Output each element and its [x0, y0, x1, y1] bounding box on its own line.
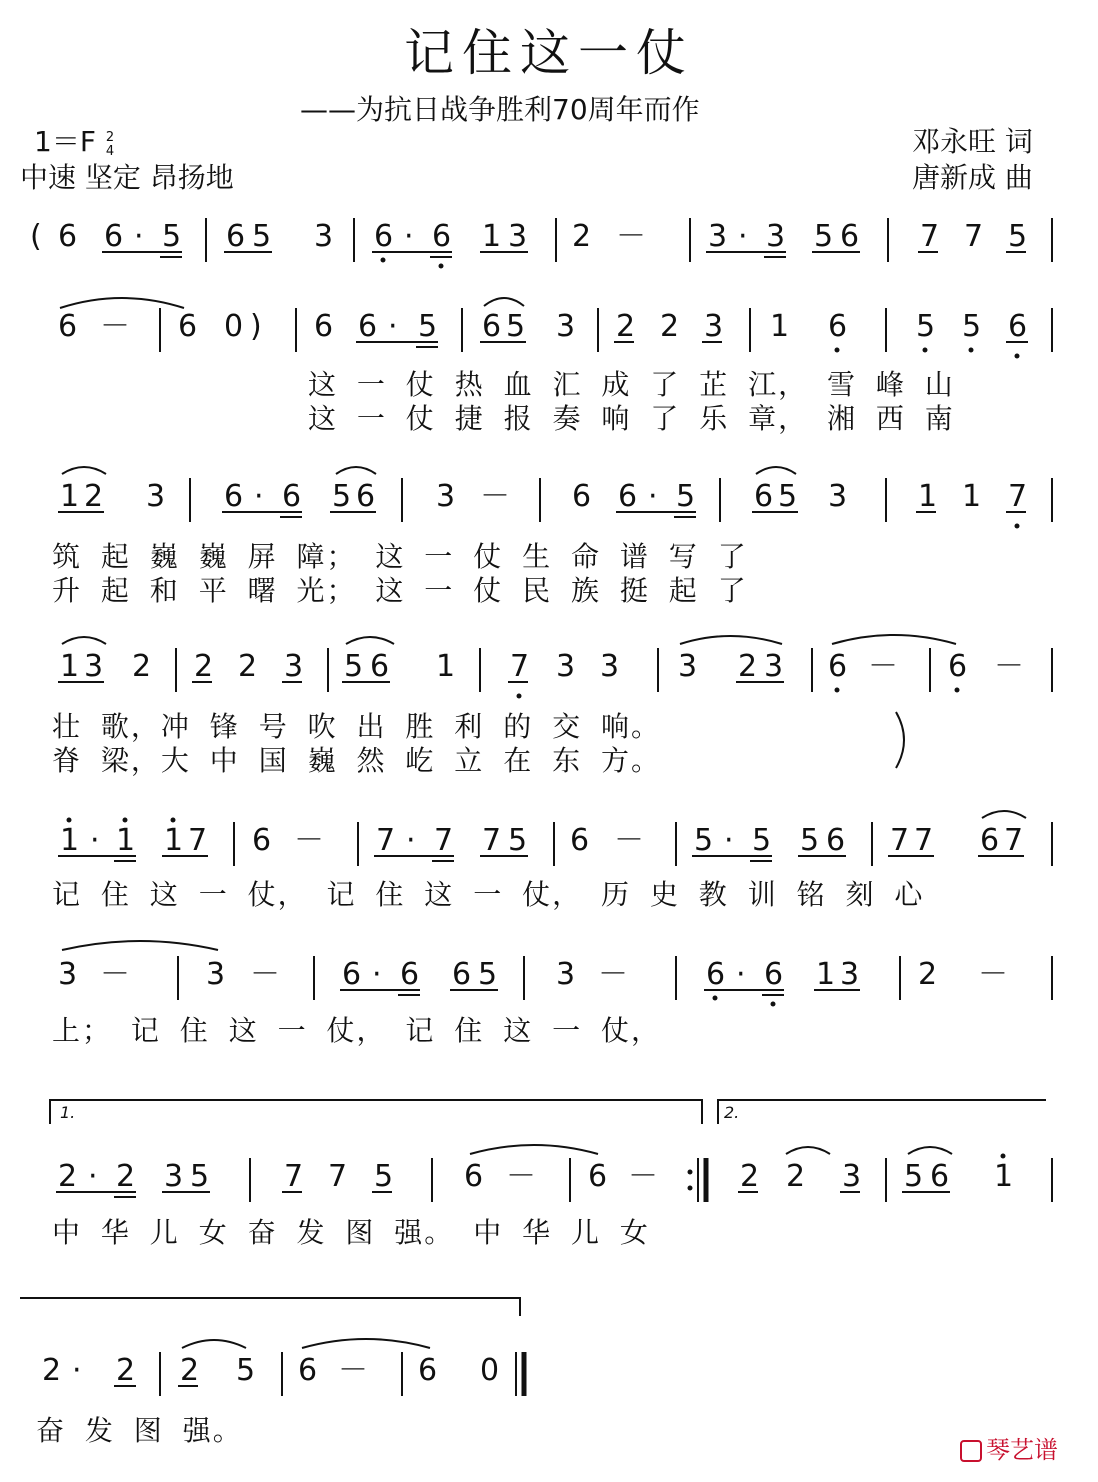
note: 6: [370, 649, 390, 684]
verse-brace: [896, 712, 904, 768]
dash: －: [868, 649, 898, 684]
lyric-line-1: 壮 歌，冲 锋 号 吹 出 胜 利 的 交 响。: [52, 710, 662, 743]
dash: －: [506, 1159, 536, 1194]
note: 6: [828, 649, 848, 684]
note: 2: [660, 309, 680, 344]
note: 5: [506, 309, 526, 344]
note: 6: [452, 957, 472, 992]
volta-brackets: [20, 1100, 1046, 1316]
note: 5: [752, 823, 772, 858]
score-row-3: [58, 467, 1052, 529]
note: 6: [252, 823, 272, 858]
dash: －: [616, 219, 646, 254]
note: 5: [332, 479, 352, 514]
note: 6: [570, 823, 590, 858]
note: 3: [206, 957, 226, 992]
note: 6: [58, 219, 78, 254]
dot: ·: [90, 823, 100, 858]
note: 7: [1008, 479, 1028, 514]
note: 3: [766, 219, 786, 254]
note: 5: [676, 479, 696, 514]
lyric-line-2: 这 一 仗 捷 报 奏 响 了 乐 章， 湘 西 南: [308, 402, 955, 435]
rest: 0: [224, 309, 244, 344]
note: 2: [116, 1353, 136, 1388]
lyrics-row-2: [308, 368, 955, 435]
note: 3: [556, 957, 576, 992]
note: 6: [764, 957, 784, 992]
note: 5: [962, 309, 982, 344]
song-title: 记住这一仗: [404, 24, 694, 82]
note: 6: [464, 1159, 484, 1194]
paren-close: ): [250, 309, 262, 344]
dash: －: [250, 957, 280, 992]
dot: ·: [724, 823, 734, 858]
time-signature-bottom: 4: [105, 144, 115, 159]
dot: ·: [404, 219, 414, 254]
score-row-2: [58, 298, 1052, 359]
lyrics-row-7: [52, 1216, 650, 1249]
note: 6: [482, 309, 502, 344]
note: 6: [432, 219, 452, 254]
note: 5: [508, 823, 528, 858]
note: 6: [224, 479, 244, 514]
dash: －: [614, 823, 644, 858]
note: 6: [980, 823, 1000, 858]
note: 6: [826, 823, 846, 858]
note: 5: [814, 219, 834, 254]
note: 2: [58, 1159, 78, 1194]
lyric-line-1: 中 华 儿 女 奋 发 图 强。 中 华 儿 女: [52, 1216, 650, 1249]
note: 6: [104, 219, 124, 254]
note: 6: [572, 479, 592, 514]
note: 1: [770, 309, 790, 344]
note: 3: [708, 219, 728, 254]
note: 7: [376, 823, 396, 858]
note: 7: [188, 823, 208, 858]
note: 1: [60, 479, 80, 514]
note: 2: [132, 649, 152, 684]
note: 1: [994, 1159, 1014, 1194]
dot: ·: [88, 1159, 98, 1194]
note: 1: [962, 479, 982, 514]
note: 3: [146, 479, 166, 514]
note: 3: [58, 957, 78, 992]
note: 6: [282, 479, 302, 514]
rest: 0: [480, 1353, 500, 1388]
note: 7: [914, 823, 934, 858]
note: 6: [930, 1159, 950, 1194]
note: 2: [918, 957, 938, 992]
note: 5: [778, 479, 798, 514]
paren-open: (: [30, 219, 42, 254]
note: 6: [358, 309, 378, 344]
score-row-5: [58, 811, 1052, 866]
dash: －: [480, 479, 510, 514]
note: 3: [600, 649, 620, 684]
note: 7: [482, 823, 502, 858]
score-row-1: [30, 218, 1052, 269]
note: 1: [816, 957, 836, 992]
dash: －: [100, 309, 130, 344]
dot: ·: [134, 219, 144, 254]
lyrics-row-8: [36, 1414, 243, 1447]
lyrics-row-4: [52, 710, 904, 777]
note: 3: [704, 309, 724, 344]
note: 6: [314, 309, 334, 344]
dot: ·: [406, 823, 416, 858]
note: 1: [60, 823, 80, 858]
lyric-line-1: 筑 起 巍 巍 屏 障； 这 一 仗 生 命 谱 写 了: [52, 540, 748, 573]
note: 3: [556, 649, 576, 684]
note: 2: [616, 309, 636, 344]
note: 6: [400, 957, 420, 992]
note: 1: [60, 649, 80, 684]
note: 3: [842, 1159, 862, 1194]
lyricist-credit: 邓永旺 词: [912, 125, 1033, 158]
dot: ·: [736, 957, 746, 992]
note: 3: [314, 219, 334, 254]
note: 6: [298, 1353, 318, 1388]
score-row-8: [42, 1339, 524, 1396]
note: 5: [478, 957, 498, 992]
note: 3: [678, 649, 698, 684]
note: 1: [918, 479, 938, 514]
lyrics-row-6: [52, 1014, 661, 1047]
note: 6: [356, 479, 376, 514]
volta-2-label: 2.: [724, 1103, 740, 1122]
note: 5: [236, 1353, 256, 1388]
note: 5: [162, 219, 182, 254]
note: 2: [84, 479, 104, 514]
note: 2: [238, 649, 258, 684]
lyric-line-1: 上； 记 住 这 一 仗， 记 住 这 一 仗，: [52, 1014, 662, 1047]
note: 2: [194, 649, 214, 684]
note: 7: [434, 823, 454, 858]
note: 1: [482, 219, 502, 254]
lyric-line-1: 这 一 仗 热 血 汇 成 了 芷 江， 雪 峰 山: [308, 368, 955, 401]
note: 3: [840, 957, 860, 992]
note: 6: [1008, 309, 1028, 344]
repeat-dot: [688, 1170, 693, 1175]
site-watermark: [960, 1438, 1058, 1462]
volta-1-label: 1.: [60, 1103, 76, 1122]
dot: ·: [72, 1353, 82, 1388]
note: 5: [190, 1159, 210, 1194]
note: 5: [418, 309, 438, 344]
lyrics-row-5: [52, 878, 924, 911]
note: 5: [694, 823, 714, 858]
dash: －: [100, 957, 130, 992]
dot: ·: [648, 479, 658, 514]
note: 3: [284, 649, 304, 684]
note: 5: [904, 1159, 924, 1194]
key-label: 1＝F: [34, 125, 96, 158]
note: 5: [374, 1159, 394, 1194]
lyric-line-2: 升 起 和 平 曙 光； 这 一 仗 民 族 挺 起 了: [52, 574, 748, 607]
score-row-4: [58, 635, 1052, 699]
note: 1: [116, 823, 136, 858]
note: 2: [786, 1159, 806, 1194]
time-signature-top: 2: [105, 130, 115, 145]
note: 5: [344, 649, 364, 684]
note: 6: [618, 479, 638, 514]
dash: －: [338, 1353, 368, 1388]
note: 2: [116, 1159, 136, 1194]
note: 6: [840, 219, 860, 254]
score-row-7: [56, 1145, 1052, 1202]
lyric-line-1: 奋 发 图 强。: [36, 1414, 243, 1447]
note: 6: [58, 309, 78, 344]
note: 5: [800, 823, 820, 858]
dot: ·: [254, 479, 264, 514]
note: 7: [1004, 823, 1024, 858]
note: 6: [178, 309, 198, 344]
song-subtitle: ——为抗日战争胜利70周年而作: [300, 93, 700, 126]
note: 6: [754, 479, 774, 514]
dash: －: [598, 957, 628, 992]
tempo-marking: 中速 坚定 昂扬地: [20, 161, 234, 194]
note: 7: [284, 1159, 304, 1194]
logo-icon: [960, 1440, 982, 1462]
note: 1: [436, 649, 456, 684]
note: 6: [342, 957, 362, 992]
dot: ·: [372, 957, 382, 992]
note: 7: [328, 1159, 348, 1194]
note: 3: [508, 219, 528, 254]
lyric-line-2: 脊 梁，大 中 国 巍 然 屹 立 在 东 方。: [52, 744, 662, 777]
note: 3: [764, 649, 784, 684]
note: 5: [252, 219, 272, 254]
note: 7: [964, 219, 984, 254]
note: 1: [164, 823, 184, 858]
lyric-line-1: 记 住 这 一 仗， 记 住 这 一 仗， 历 史 教 训 铭 刻 心: [52, 878, 925, 911]
repeat-dot: [688, 1186, 693, 1191]
dash: －: [978, 957, 1008, 992]
note: 2: [740, 1159, 760, 1194]
watermark-text: 琴艺谱: [986, 1436, 1058, 1464]
score-row-6: [58, 941, 1052, 1007]
dash: －: [294, 823, 324, 858]
note: 7: [510, 649, 530, 684]
composer-credit: 唐新成 曲: [912, 161, 1033, 194]
note: 2: [572, 219, 592, 254]
note: 2: [180, 1353, 200, 1388]
note: 5: [916, 309, 936, 344]
note: 6: [418, 1353, 438, 1388]
note: 2: [42, 1353, 62, 1388]
note: 3: [556, 309, 576, 344]
note: 3: [84, 649, 104, 684]
note: 3: [828, 479, 848, 514]
note: 7: [920, 219, 940, 254]
dot: ·: [738, 219, 748, 254]
note: 2: [738, 649, 758, 684]
dash: －: [994, 649, 1024, 684]
note: 6: [706, 957, 726, 992]
note: 6: [828, 309, 848, 344]
dash: －: [628, 1159, 658, 1194]
note: 6: [588, 1159, 608, 1194]
dot: ·: [388, 309, 398, 344]
note: 3: [164, 1159, 184, 1194]
note: 3: [436, 479, 456, 514]
note: 5: [1008, 219, 1028, 254]
note: 6: [374, 219, 394, 254]
note: 6: [948, 649, 968, 684]
note: 6: [226, 219, 246, 254]
note: 7: [890, 823, 910, 858]
lyrics-row-3: [52, 540, 748, 607]
